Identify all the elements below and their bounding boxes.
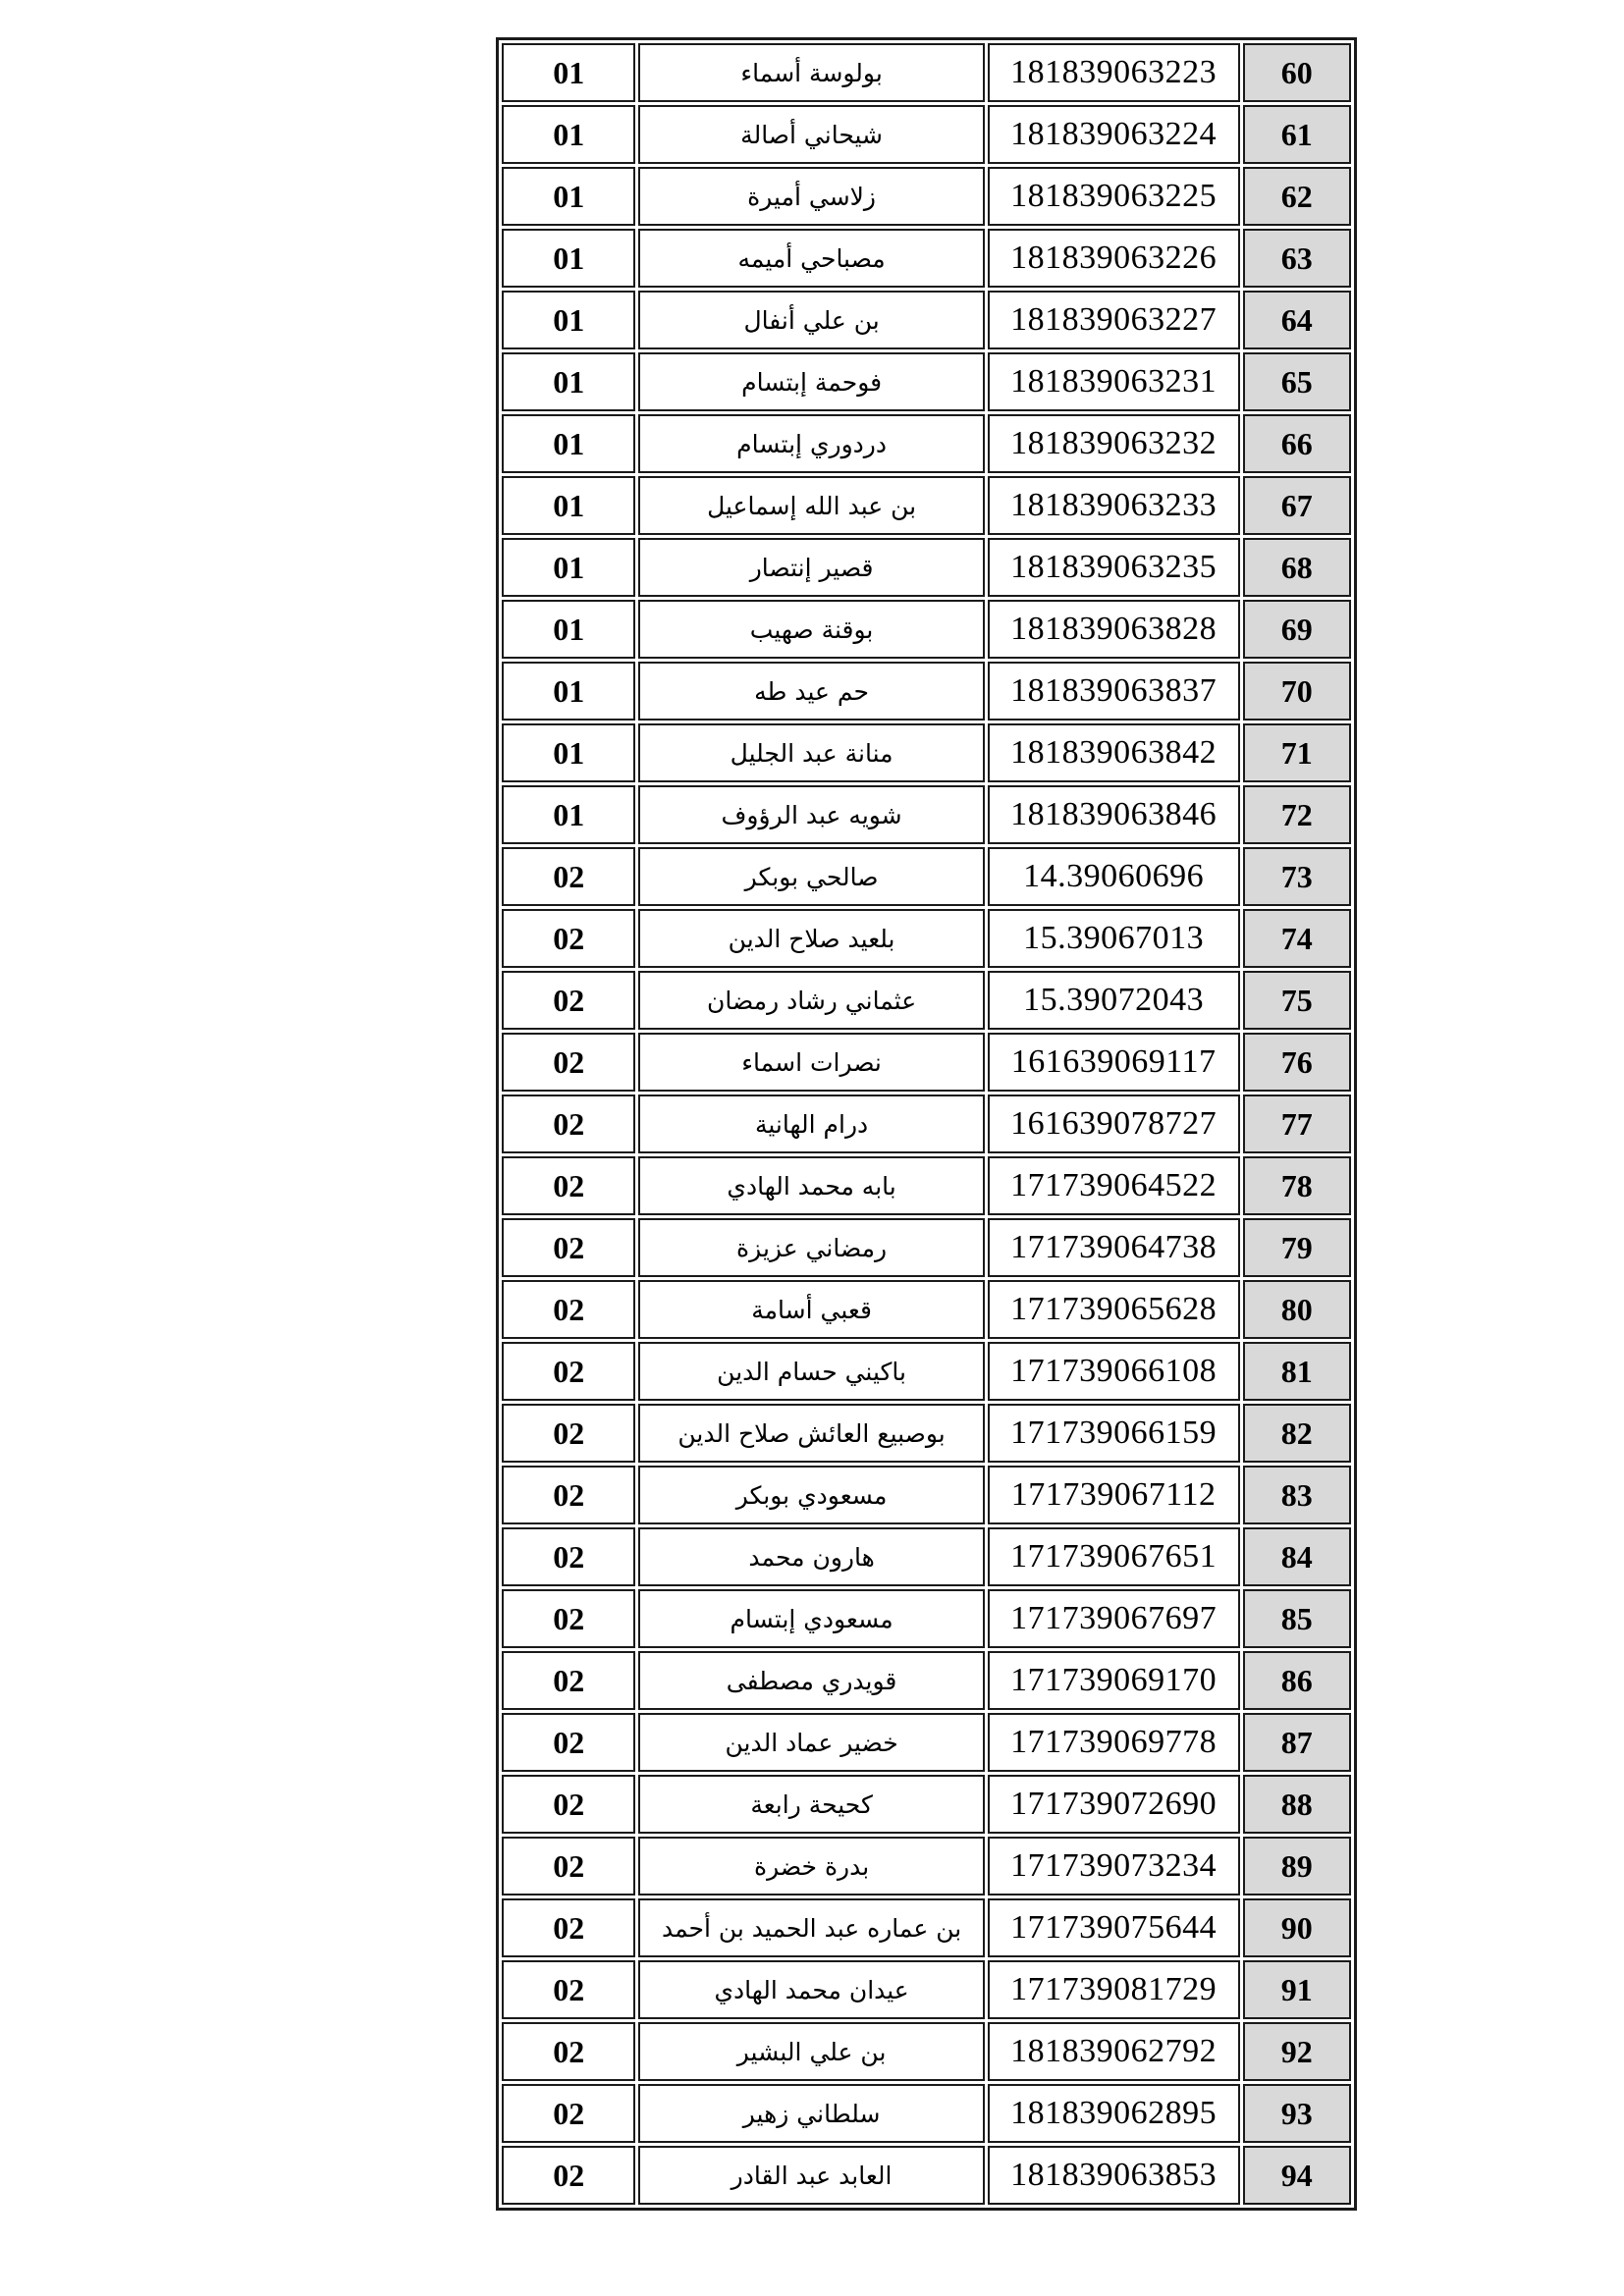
group-cell: 02 <box>502 1218 635 1277</box>
registration-number-cell: 181839063837 <box>988 662 1240 721</box>
row-number-cell: 61 <box>1243 105 1351 164</box>
group-cell: 01 <box>502 43 635 102</box>
table-row <box>502 723 1351 782</box>
group-cell: 02 <box>502 2146 635 2205</box>
registration-number-cell: 161639078727 <box>988 1095 1240 1153</box>
row-number-cell: 60 <box>1243 43 1351 102</box>
registration-number-cell: 161639069117 <box>988 1033 1240 1092</box>
registration-number-cell: 181839063231 <box>988 352 1240 411</box>
group-cell: 02 <box>502 1095 635 1153</box>
name-cell: بولوسة أسماء <box>638 43 984 102</box>
group-cell: 02 <box>502 1527 635 1586</box>
table-row <box>502 476 1351 535</box>
registration-number-cell: 181839063223 <box>988 43 1240 102</box>
name-cell: شويه عبد الرؤوف <box>638 785 984 844</box>
row-number-cell: 68 <box>1243 538 1351 597</box>
table-row <box>502 43 1351 102</box>
name-cell: رمضاني عزيزة <box>638 1218 984 1277</box>
registration-number-cell: 171739075644 <box>988 1898 1240 1957</box>
registration-number-cell: 171739065628 <box>988 1280 1240 1339</box>
group-cell: 02 <box>502 1033 635 1092</box>
table-row <box>502 414 1351 473</box>
group-cell: 02 <box>502 1589 635 1648</box>
table-row <box>502 105 1351 164</box>
name-cell: منانة عبد الجليل <box>638 723 984 782</box>
registration-number-cell: 171739072690 <box>988 1775 1240 1834</box>
name-cell: مسعودي بوبكر <box>638 1466 984 1524</box>
registration-number-cell: 181839062895 <box>988 2084 1240 2143</box>
group-cell: 02 <box>502 971 635 1030</box>
row-number-cell: 78 <box>1243 1156 1351 1215</box>
group-cell: 02 <box>502 1466 635 1524</box>
name-cell: قويدري مصطفى <box>638 1651 984 1710</box>
group-cell: 01 <box>502 414 635 473</box>
registration-number-cell: 15.39072043 <box>988 971 1240 1030</box>
row-number-cell: 92 <box>1243 2022 1351 2081</box>
row-number-cell: 69 <box>1243 600 1351 659</box>
row-number-cell: 83 <box>1243 1466 1351 1524</box>
group-cell: 02 <box>502 1342 635 1401</box>
row-number-cell: 91 <box>1243 1960 1351 2019</box>
group-cell: 01 <box>502 105 635 164</box>
table-row <box>502 1218 1351 1277</box>
row-number-cell: 64 <box>1243 291 1351 349</box>
row-number-cell: 90 <box>1243 1898 1351 1957</box>
registration-number-cell: 171739064738 <box>988 1218 1240 1277</box>
registration-number-cell: 171739064522 <box>988 1156 1240 1215</box>
registration-number-cell: 15.39067013 <box>988 909 1240 968</box>
registration-number-cell: 181839063227 <box>988 291 1240 349</box>
group-cell: 02 <box>502 1651 635 1710</box>
row-number-cell: 76 <box>1243 1033 1351 1092</box>
table-row <box>502 909 1351 968</box>
table-row <box>502 167 1351 226</box>
table-row <box>502 1280 1351 1339</box>
name-cell: درام الهانية <box>638 1095 984 1153</box>
name-cell: باكيني حسام الدين <box>638 1342 984 1401</box>
table-row <box>502 352 1351 411</box>
row-number-cell: 70 <box>1243 662 1351 721</box>
group-cell: 01 <box>502 291 635 349</box>
registration-number-cell: 181839063232 <box>988 414 1240 473</box>
row-number-cell: 82 <box>1243 1404 1351 1463</box>
group-cell: 02 <box>502 1156 635 1215</box>
table-row <box>502 1775 1351 1834</box>
name-cell: بن علي البشير <box>638 2022 984 2081</box>
row-number-cell: 94 <box>1243 2146 1351 2205</box>
group-cell: 02 <box>502 1713 635 1772</box>
row-number-cell: 74 <box>1243 909 1351 968</box>
table-row <box>502 1713 1351 1772</box>
registration-number-cell: 171739067697 <box>988 1589 1240 1648</box>
registration-number-cell: 171739066159 <box>988 1404 1240 1463</box>
row-number-cell: 77 <box>1243 1095 1351 1153</box>
group-cell: 02 <box>502 1280 635 1339</box>
row-number-cell: 72 <box>1243 785 1351 844</box>
registration-number-cell: 181839063853 <box>988 2146 1240 2205</box>
group-cell: 01 <box>502 538 635 597</box>
name-cell: بابه محمد الهادي <box>638 1156 984 1215</box>
group-cell: 01 <box>502 476 635 535</box>
table-row <box>502 600 1351 659</box>
table-row <box>502 1156 1351 1215</box>
name-cell: زلاسي أميرة <box>638 167 984 226</box>
row-number-cell: 80 <box>1243 1280 1351 1339</box>
table-row <box>502 662 1351 721</box>
table-row <box>502 1342 1351 1401</box>
row-number-cell: 84 <box>1243 1527 1351 1586</box>
table-row <box>502 971 1351 1030</box>
group-cell: 02 <box>502 2022 635 2081</box>
registration-number-cell: 181839063842 <box>988 723 1240 782</box>
name-cell: بلعيد صلاح الدين <box>638 909 984 968</box>
name-cell: مسعودي إبتسام <box>638 1589 984 1648</box>
group-cell: 01 <box>502 600 635 659</box>
group-cell: 01 <box>502 662 635 721</box>
row-number-cell: 85 <box>1243 1589 1351 1648</box>
name-cell: بن علي أنفال <box>638 291 984 349</box>
name-cell: هارون محمد <box>638 1527 984 1586</box>
registration-number-cell: 171739073234 <box>988 1837 1240 1896</box>
name-cell: خضير عماد الدين <box>638 1713 984 1772</box>
name-cell: سلطاني زهير <box>638 2084 984 2143</box>
row-number-cell: 81 <box>1243 1342 1351 1401</box>
registration-number-cell: 181839063224 <box>988 105 1240 164</box>
registration-number-cell: 171739069778 <box>988 1713 1240 1772</box>
name-cell: بن عماره عبد الحميد بن أحمد <box>638 1898 984 1957</box>
group-cell: 02 <box>502 1775 635 1834</box>
name-cell: صالحي بوبكر <box>638 847 984 906</box>
row-number-cell: 75 <box>1243 971 1351 1030</box>
table-row <box>502 229 1351 288</box>
registration-number-cell: 181839063226 <box>988 229 1240 288</box>
registration-number-cell: 14.39060696 <box>988 847 1240 906</box>
registration-number-cell: 181839063233 <box>988 476 1240 535</box>
row-number-cell: 73 <box>1243 847 1351 906</box>
group-cell: 02 <box>502 1898 635 1957</box>
name-cell: كحيحة رابعة <box>638 1775 984 1834</box>
table-row <box>502 1095 1351 1153</box>
row-number-cell: 62 <box>1243 167 1351 226</box>
table-row <box>502 1466 1351 1524</box>
table-row <box>502 847 1351 906</box>
registration-number-cell: 181839063235 <box>988 538 1240 597</box>
name-cell: بن عبد الله إسماعيل <box>638 476 984 535</box>
table-row <box>502 1960 1351 2019</box>
group-cell: 01 <box>502 167 635 226</box>
group-cell: 02 <box>502 847 635 906</box>
registration-number-cell: 171739069170 <box>988 1651 1240 1710</box>
registration-number-cell: 171739067651 <box>988 1527 1240 1586</box>
group-cell: 02 <box>502 2084 635 2143</box>
name-cell: بوصبيع العائش صلاح الدين <box>638 1404 984 1463</box>
row-number-cell: 93 <box>1243 2084 1351 2143</box>
table-row <box>502 1527 1351 1586</box>
table-row <box>502 538 1351 597</box>
row-number-cell: 87 <box>1243 1713 1351 1772</box>
name-cell: قعبي أسامة <box>638 1280 984 1339</box>
name-cell: مصباحي أميمه <box>638 229 984 288</box>
row-number-cell: 67 <box>1243 476 1351 535</box>
table-row <box>502 1898 1351 1957</box>
name-cell: شيحاني أصالة <box>638 105 984 164</box>
group-cell: 01 <box>502 229 635 288</box>
name-cell: دردوري إبتسام <box>638 414 984 473</box>
table-row <box>502 291 1351 349</box>
group-cell: 02 <box>502 1404 635 1463</box>
name-cell: نصرات اسماء <box>638 1033 984 1092</box>
row-number-cell: 86 <box>1243 1651 1351 1710</box>
registration-number-cell: 181839063846 <box>988 785 1240 844</box>
table-row <box>502 2022 1351 2081</box>
table-row <box>502 1651 1351 1710</box>
registration-number-cell: 171739081729 <box>988 1960 1240 2019</box>
table-row <box>502 785 1351 844</box>
row-number-cell: 66 <box>1243 414 1351 473</box>
row-number-cell: 79 <box>1243 1218 1351 1277</box>
row-number-cell: 88 <box>1243 1775 1351 1834</box>
group-cell: 01 <box>502 785 635 844</box>
table-row <box>502 1033 1351 1092</box>
name-cell: فوحمة إبتسام <box>638 352 984 411</box>
registration-number-cell: 181839063828 <box>988 600 1240 659</box>
table-row <box>502 1837 1351 1896</box>
name-cell: عيدان محمد الهادي <box>638 1960 984 2019</box>
table-row <box>502 2084 1351 2143</box>
group-cell: 02 <box>502 1837 635 1896</box>
table-row <box>502 1404 1351 1463</box>
group-cell: 02 <box>502 1960 635 2019</box>
registration-number-cell: 171739066108 <box>988 1342 1240 1401</box>
table-row <box>502 2146 1351 2205</box>
row-number-cell: 65 <box>1243 352 1351 411</box>
student-roster-table <box>496 37 1357 2211</box>
roster-body <box>502 43 1351 2205</box>
name-cell: بدرة خضرة <box>638 1837 984 1896</box>
registration-number-cell: 171739067112 <box>988 1466 1240 1524</box>
name-cell: العابد عبد القادر <box>638 2146 984 2205</box>
name-cell: بوقنة صهيب <box>638 600 984 659</box>
registration-number-cell: 181839063225 <box>988 167 1240 226</box>
name-cell: حم عيد طه <box>638 662 984 721</box>
group-cell: 02 <box>502 909 635 968</box>
group-cell: 01 <box>502 352 635 411</box>
registration-number-cell: 181839062792 <box>988 2022 1240 2081</box>
row-number-cell: 63 <box>1243 229 1351 288</box>
row-number-cell: 71 <box>1243 723 1351 782</box>
name-cell: عثماني رشاد رمضان <box>638 971 984 1030</box>
table-row <box>502 1589 1351 1648</box>
name-cell: قصير إنتصار <box>638 538 984 597</box>
group-cell: 01 <box>502 723 635 782</box>
row-number-cell: 89 <box>1243 1837 1351 1896</box>
